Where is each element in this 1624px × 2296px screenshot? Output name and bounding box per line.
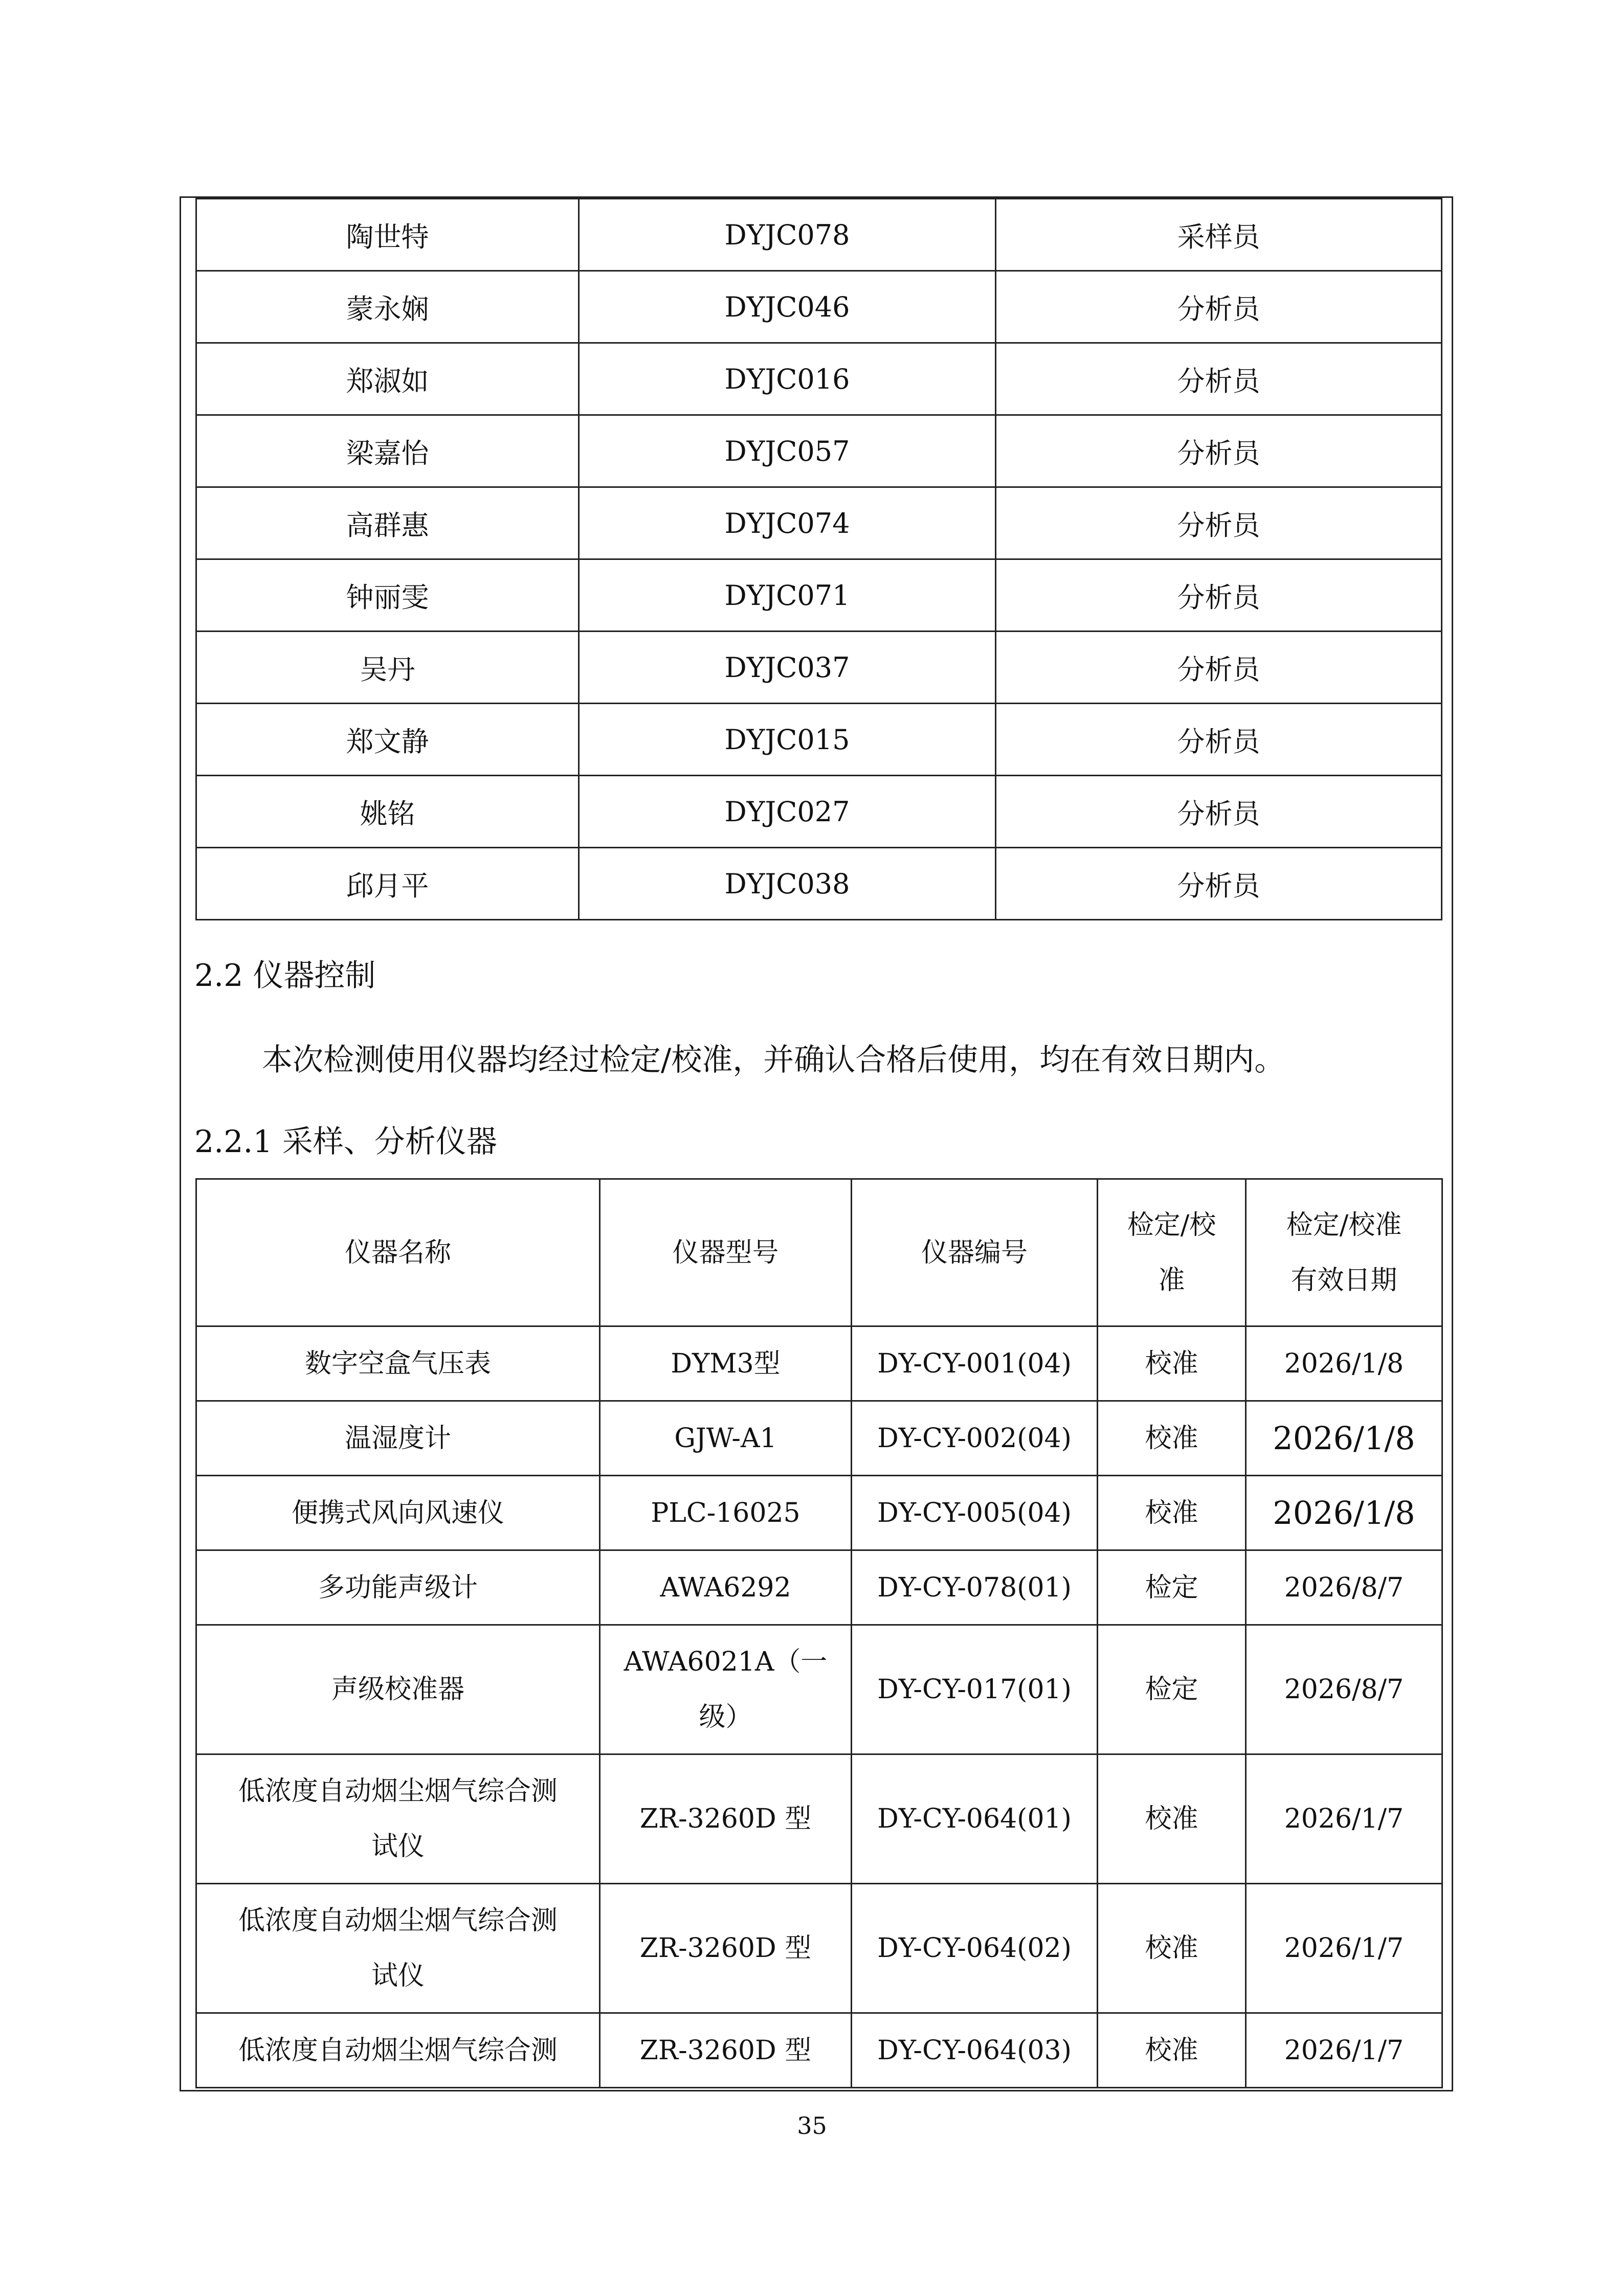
instrument-name xyxy=(196,1884,600,2013)
instrument-valid-date: 2026/8/7 xyxy=(1246,1550,1442,1625)
header-valid-line1: 检定/校准 xyxy=(1286,1209,1402,1241)
page-number: 35 xyxy=(797,2112,827,2140)
instrument-number: DY-CY-064(01) xyxy=(852,1754,1098,1884)
instrument-name: 声级校准器 xyxy=(196,1625,600,1754)
table-row xyxy=(196,2013,1442,2088)
person-id: DYJC071 xyxy=(579,559,996,632)
person-role: 分析员 xyxy=(996,776,1442,848)
person-name: 钟丽雯 xyxy=(196,559,579,632)
header-calibration-line1: 检定/校 xyxy=(1127,1209,1216,1241)
person-id: DYJC037 xyxy=(579,632,996,704)
section-paragraph: 本次检测使用仪器均经过检定/校准，并确认合格后使用，均在有效日期内。 xyxy=(262,1042,1285,1078)
section-title: 2.2 仪器控制 xyxy=(194,958,376,994)
person-name: 蒙永娴 xyxy=(196,271,579,343)
table-row xyxy=(196,1884,1442,2013)
table-row xyxy=(196,632,1442,704)
person-role: 分析员 xyxy=(996,559,1442,632)
instrument-name-line1: 低浓度自动烟尘烟气综合测 xyxy=(238,1776,558,1807)
header-calibration-type xyxy=(1098,1179,1246,1326)
person-role: 分析员 xyxy=(996,271,1442,343)
person-id: DYJC057 xyxy=(579,415,996,487)
instrument-calibration: 校准 xyxy=(1098,1476,1246,1550)
instrument-number: DY-CY-064(02) xyxy=(852,1884,1098,2013)
instrument-model: ZR-3260D 型 xyxy=(600,2013,852,2088)
table-row xyxy=(196,704,1442,776)
instrument-number: DY-CY-078(01) xyxy=(852,1550,1098,1625)
instrument-number: DY-CY-002(04) xyxy=(852,1401,1098,1476)
instrument-number: DY-CY-001(04) xyxy=(852,1326,1098,1401)
person-name: 吴丹 xyxy=(196,632,579,704)
instrument-model xyxy=(600,1625,852,1754)
table-row xyxy=(196,1550,1442,1625)
instrument-calibration: 校准 xyxy=(1098,1884,1246,2013)
instrument-number: DY-CY-017(01) xyxy=(852,1625,1098,1754)
instrument-calibration: 校准 xyxy=(1098,1401,1246,1476)
instrument-name: 多功能声级计 xyxy=(196,1550,600,1625)
instrument-number: DY-CY-064(03) xyxy=(852,2013,1098,2088)
person-role: 分析员 xyxy=(996,704,1442,776)
person-role: 采样员 xyxy=(996,199,1442,271)
table-row xyxy=(196,559,1442,632)
instrument-valid-date: 2026/1/7 xyxy=(1246,2013,1442,2088)
person-id: DYJC015 xyxy=(579,704,996,776)
instrument-model: DYM3型 xyxy=(600,1326,852,1401)
instrument-valid-date: 2026/1/7 xyxy=(1246,1754,1442,1884)
instrument-name-line2: 试仪 xyxy=(371,1831,425,1862)
instrument-model: PLC-16025 xyxy=(600,1476,852,1550)
person-role: 分析员 xyxy=(996,415,1442,487)
header-calibration-line2: 准 xyxy=(1158,1265,1185,1296)
table-header-row xyxy=(196,1179,1442,1326)
person-id: DYJC038 xyxy=(579,848,996,920)
instrument-name-line2: 试仪 xyxy=(371,1961,425,1991)
instrument-calibration: 检定 xyxy=(1098,1625,1246,1754)
instrument-name xyxy=(196,1754,600,1884)
instrument-name: 低浓度自动烟尘烟气综合测 xyxy=(196,2013,600,2088)
header-valid-line2: 有效日期 xyxy=(1291,1265,1397,1296)
instrument-table xyxy=(195,1178,1443,2088)
table-row xyxy=(196,487,1442,559)
person-role: 分析员 xyxy=(996,487,1442,559)
table-row xyxy=(196,1326,1442,1401)
header-instrument-number: 仪器编号 xyxy=(852,1179,1098,1326)
instrument-valid-date: 2026/1/8 xyxy=(1246,1326,1442,1401)
instrument-valid-date: 2026/1/7 xyxy=(1246,1884,1442,2013)
table-row xyxy=(196,1476,1442,1550)
instrument-model: ZR-3260D 型 xyxy=(600,1884,852,2013)
person-role: 分析员 xyxy=(996,343,1442,415)
table-row xyxy=(196,415,1442,487)
person-name: 高群惠 xyxy=(196,487,579,559)
instrument-number: DY-CY-005(04) xyxy=(852,1476,1098,1550)
person-id: DYJC027 xyxy=(579,776,996,848)
person-name: 陶世特 xyxy=(196,199,579,271)
person-role: 分析员 xyxy=(996,632,1442,704)
instrument-name: 便携式风向风速仪 xyxy=(196,1476,600,1550)
instrument-calibration: 检定 xyxy=(1098,1550,1246,1625)
table-row xyxy=(196,1401,1442,1476)
instrument-calibration: 校准 xyxy=(1098,1754,1246,1884)
table-row xyxy=(196,271,1442,343)
header-instrument-name: 仪器名称 xyxy=(196,1179,600,1326)
person-id: DYJC078 xyxy=(579,199,996,271)
person-name: 郑文静 xyxy=(196,704,579,776)
person-id: DYJC046 xyxy=(579,271,996,343)
instrument-calibration: 校准 xyxy=(1098,2013,1246,2088)
table-row xyxy=(196,343,1442,415)
instrument-name: 温湿度计 xyxy=(196,1401,600,1476)
instrument-model: ZR-3260D 型 xyxy=(600,1754,852,1884)
personnel-table xyxy=(195,198,1442,920)
table-row xyxy=(196,199,1442,271)
instrument-valid-date: 2026/1/8 xyxy=(1246,1401,1442,1476)
header-instrument-model: 仪器型号 xyxy=(600,1179,852,1326)
person-id: DYJC074 xyxy=(579,487,996,559)
person-name: 姚铭 xyxy=(196,776,579,848)
person-id: DYJC016 xyxy=(579,343,996,415)
instrument-calibration: 校准 xyxy=(1098,1326,1246,1401)
instrument-name: 数字空盒气压表 xyxy=(196,1326,600,1401)
table-row xyxy=(196,848,1442,920)
instrument-name-line1: 低浓度自动烟尘烟气综合测 xyxy=(238,1905,558,1936)
table-row xyxy=(196,1754,1442,1884)
instrument-model: AWA6292 xyxy=(600,1550,852,1625)
instrument-valid-date: 2026/8/7 xyxy=(1246,1625,1442,1754)
table-row xyxy=(196,1625,1442,1754)
person-role: 分析员 xyxy=(996,848,1442,920)
person-name: 郑淑如 xyxy=(196,343,579,415)
subsection-title: 2.2.1 采样、分析仪器 xyxy=(194,1124,497,1160)
instrument-model: GJW-A1 xyxy=(600,1401,852,1476)
person-name: 梁嘉怡 xyxy=(196,415,579,487)
person-name: 邱月平 xyxy=(196,848,579,920)
instrument-model-line1: AWA6021A（一 xyxy=(624,1647,828,1677)
header-valid-date xyxy=(1246,1179,1442,1326)
instrument-valid-date: 2026/1/8 xyxy=(1246,1476,1442,1550)
table-row xyxy=(196,776,1442,848)
instrument-model-line2: 级） xyxy=(699,1702,752,1732)
